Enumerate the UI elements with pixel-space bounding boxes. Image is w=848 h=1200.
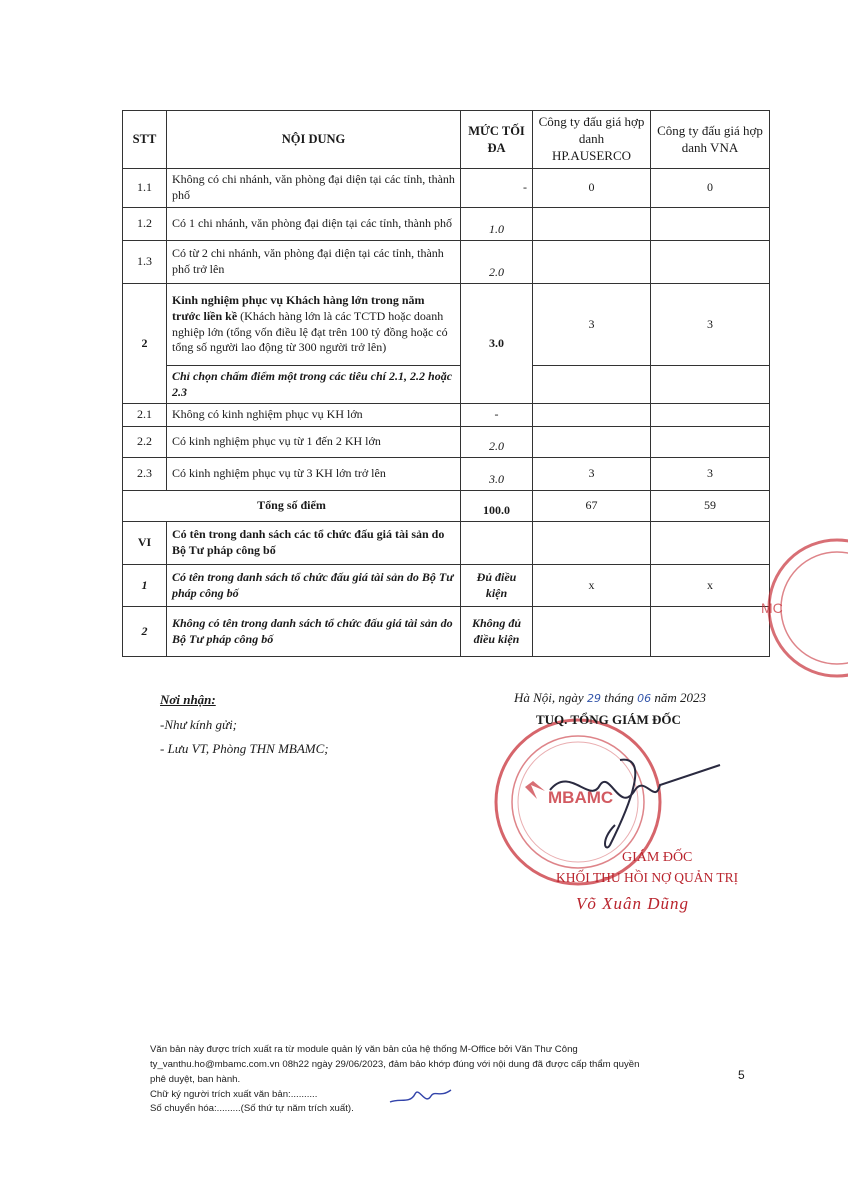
row-score-1	[533, 607, 651, 657]
header-muc-toi-da: MỨC TỐI ĐA	[461, 111, 533, 169]
footer-line: Chữ ký người trích xuất văn bản:..........	[150, 1088, 318, 1100]
recipients-title: Nơi nhận:	[160, 692, 216, 707]
table-row	[123, 241, 770, 284]
footer-line: Số chuyển hóa:.........(Số thứ tự năm trích xuất).	[150, 1103, 354, 1115]
row-score-2	[651, 404, 770, 427]
recipient-line: - Lưu VT, Phòng THN MBAMC;	[160, 741, 329, 757]
section-vi-max-empty	[461, 522, 533, 565]
date-day: 29	[586, 692, 601, 705]
row-stt: 1.1	[123, 169, 167, 208]
header-company-1: Công ty đấu giá hợp danh HP.AUSERCO	[533, 111, 651, 169]
table-row	[123, 208, 770, 241]
total-max: 100.0	[461, 491, 533, 522]
row-max: Không đủ điều kiện	[461, 607, 533, 657]
footer-line: phê duyệt, ban hành.	[150, 1073, 241, 1085]
header-stt: STT	[123, 111, 167, 169]
row-score-2	[651, 241, 770, 284]
section-vi-c2-empty	[651, 522, 770, 565]
header-noi-dung: NỘI DUNG	[167, 111, 461, 169]
row-score-2-empty	[651, 366, 770, 404]
row-score-1: 3	[533, 284, 651, 366]
table-row	[123, 565, 770, 607]
row-stt: 1.2	[123, 208, 167, 241]
row-max: 3.0	[461, 458, 533, 491]
partial-stamp-text: MC	[761, 600, 783, 616]
signer-role: TUQ. TỔNG GIÁM ĐỐC	[536, 712, 681, 727]
row-score-2	[651, 427, 770, 458]
table-header-row	[123, 111, 770, 169]
row-score-2	[651, 607, 770, 657]
signer-name: Võ Xuân Dũng	[576, 894, 690, 913]
table-row	[123, 458, 770, 491]
row-content: Có kinh nghiệm phục vụ từ 3 KH lớn trở lên	[167, 458, 461, 491]
table-row	[123, 366, 770, 404]
recipient-line: -Như kính gửi;	[160, 716, 238, 732]
table-row	[123, 607, 770, 657]
row-content: Không có chi nhánh, văn phòng đại diện tại các tỉnh, thành phố	[167, 169, 461, 208]
row-max: 3.0	[461, 284, 533, 404]
row-score-2: 3	[651, 284, 770, 366]
row-max: 1.0	[461, 208, 533, 241]
row-score-1: x	[533, 565, 651, 607]
signer-department: KHỐI THU HỒI NỢ QUẢN TRỊ	[556, 870, 739, 885]
extractor-signature-icon	[385, 1080, 455, 1110]
row-stt: 2	[123, 284, 167, 404]
signer-position: GIÁM ĐỐC	[622, 850, 693, 865]
row-content: Có 1 chi nhánh, văn phòng đại diện tại các tỉnh, thành phố	[167, 208, 461, 241]
section-vi-c1-empty	[533, 522, 651, 565]
date-year: năm 2023	[654, 690, 706, 705]
row-content-rest: (Khách hàng lớn là các TCTD hoặc doanh nghiệp lớn (tổng vốn điều lệ đạt trên 100 tỷ đồng hoặc có tổng số người lao động từ 300 người trở lên)	[172, 308, 448, 355]
row-score-1	[533, 404, 651, 427]
total-score-2: 59	[651, 491, 770, 522]
partial-stamp-icon	[757, 533, 848, 683]
row-max: -	[461, 404, 533, 427]
row-score-1	[533, 208, 651, 241]
date-prefix: Hà Nội, ngày	[514, 690, 584, 705]
footer-line: Văn bản này được trích xuất ra từ module quản lý văn bản của hệ thống M-Office bởi Văn Thư Công	[150, 1044, 578, 1055]
header-company-2: Công ty đấu giá hợp danh VNA	[651, 111, 770, 169]
score-table	[122, 110, 770, 657]
row-stt: 1	[123, 565, 167, 607]
row-content: Có tên trong danh sách tổ chức đấu giá tài sản do Bộ Tư pháp công bố	[167, 565, 461, 607]
row-content: Không có kinh nghiệm phục vụ KH lớn	[167, 404, 461, 427]
section-vi-row	[123, 522, 770, 565]
total-row	[123, 491, 770, 522]
date-month: 06	[637, 692, 652, 705]
table-row	[123, 284, 770, 366]
row-stt: 2.1	[123, 404, 167, 427]
row-score-1: 0	[533, 169, 651, 208]
row-score-1: 3	[533, 458, 651, 491]
row-stt: 1.3	[123, 241, 167, 284]
signature-icon	[540, 745, 730, 855]
page-number: 5	[738, 1068, 745, 1082]
row-score-2	[651, 208, 770, 241]
row-score-2: 0	[651, 169, 770, 208]
row-max: 2.0	[461, 241, 533, 284]
row-content-bold: Kinh nghiệm phục vụ Khách hàng lớn trong năm trước liền kề	[172, 293, 425, 323]
row-score-1	[533, 427, 651, 458]
row-stt: 2.3	[123, 458, 167, 491]
row-content: Có từ 2 chi nhánh, văn phòng đại diện tại các tỉnh, thành phố trở lên	[167, 241, 461, 284]
row-stt: 2.2	[123, 427, 167, 458]
total-label: Tổng số điểm	[123, 491, 461, 522]
row-note: Chỉ chọn chấm điểm một trong các tiêu chí 2.1, 2.2 hoặc 2.3	[167, 366, 461, 404]
row-score-1-empty	[533, 366, 651, 404]
row-score-2: x	[651, 565, 770, 607]
row-max: 2.0	[461, 427, 533, 458]
row-content	[167, 284, 461, 366]
table-row	[123, 427, 770, 458]
total-score-1: 67	[533, 491, 651, 522]
row-stt: 2	[123, 607, 167, 657]
row-score-2: 3	[651, 458, 770, 491]
section-vi-stt: VI	[123, 522, 167, 565]
row-content: Có kinh nghiệm phục vụ từ 1 đến 2 KH lớn	[167, 427, 461, 458]
section-vi-content: Có tên trong danh sách các tổ chức đấu giá tài sản do Bộ Tư pháp công bố	[167, 522, 461, 565]
table-row	[123, 169, 770, 208]
row-score-1	[533, 241, 651, 284]
seal-text: MBAMC	[548, 788, 614, 807]
table-row	[123, 404, 770, 427]
date-month-word: tháng	[604, 690, 634, 705]
footer-line: ty_vanthu.ho@mbamc.com.vn 08h22 ngày 29/06/2023, đảm bảo khớp đúng với nội dung đã được cấp thẩm quyền	[150, 1058, 640, 1070]
row-max: Đủ điều kiện	[461, 565, 533, 607]
recipients-block	[160, 688, 329, 762]
date-line	[514, 690, 706, 706]
row-content: Không có tên trong danh sách tổ chức đấu giá tài sản do Bộ Tư pháp công bố	[167, 607, 461, 657]
row-max: -	[461, 169, 533, 208]
